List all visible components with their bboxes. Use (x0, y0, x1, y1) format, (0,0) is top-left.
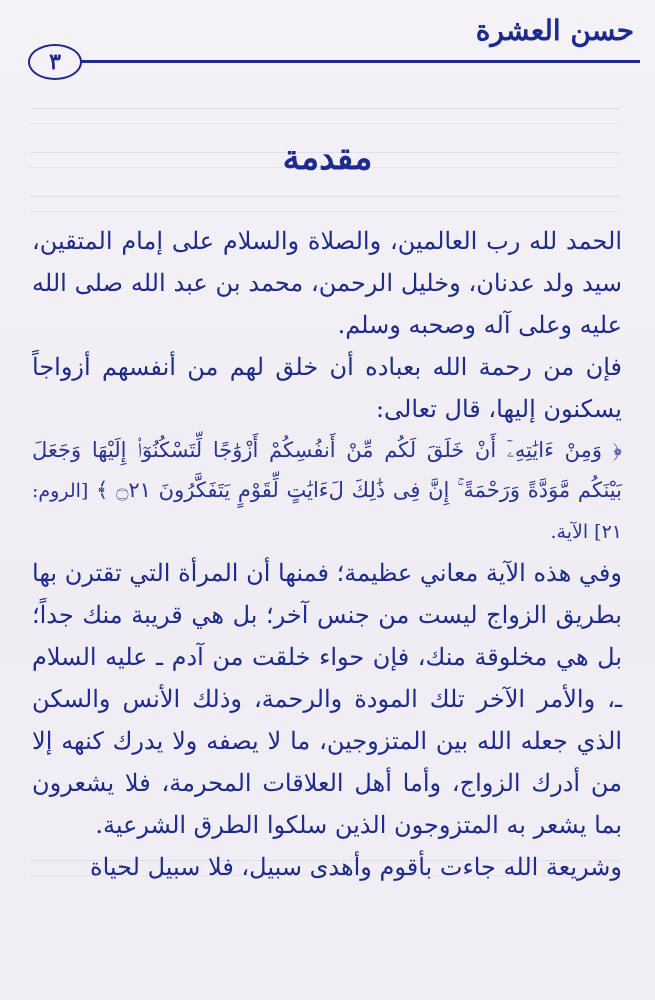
verse-reference: [الروم: ٢١] الآية. (32, 480, 622, 543)
paragraph-sharia: وشريعة الله جاءت بأقوم وأهدى سبيل، فلا سبيل لحياة (90, 853, 622, 881)
paragraph-meanings: وفي هذه الآية معاني عظيمة؛ فمنها أن المرأة التي تقترن بها بطريق الزواج ليست من جنس آخر؛ بل هي قريبة منك جداً؛ بل هي مخلوقة منك، فإن حواء خلقت من آدم ـ عليه السلام ـ، والأمر الآخر تلك المودة والرحمة، وذلك الأنس والسكن الذي جعله الله بين المتزوجين، ما لا يصفه ولا يدرك كنهه إلا من أدرك الزواج، وأما أهل العلاقات المحرمة، فلا يشعرون بما يشعر به المتزوجون الذين سلكوا الطرق الشرعية. (32, 559, 623, 839)
section-title: مقدمة (282, 138, 373, 178)
show-through-line (30, 196, 620, 212)
paragraph-creation: فإن من رحمة الله بعباده أن خلق لهم من أنفسهم أزواجاً يسكنون إليها، قال تعالى: (32, 353, 622, 423)
book-title: حسن العشرة (475, 14, 634, 47)
header-rule (80, 60, 640, 63)
show-through-line (30, 108, 620, 124)
page-header (18, 14, 640, 84)
quran-verse (32, 430, 622, 552)
paragraph-opening: الحمد لله رب العالمين، والصلاة والسلام على إمام المتقين، سيد ولد عدنان، وخليل الرحمن، محمد بن عبد الله صلى الله عليه وعلى آله وصحبه وسلم. (32, 227, 622, 339)
body-text (32, 220, 622, 888)
page-number: ٣ (28, 44, 82, 80)
quran-verse-text: ﴿ وَمِنْ ءَايَٰتِهِۦٓ أَنْ خَلَقَ لَكُم مِّنْ أَنفُسِكُمْ أَزْوَٰجًا لِّتَسْكُنُوٓا۟ إِلَيْهَا وَجَعَلَ بَيْنَكُم مَّوَدَّةً وَرَحْمَةً ۚ إِنَّ فِى ذَٰلِكَ لَءَايَٰتٍ لِّقَوْمٍ يَتَفَكَّرُونَ ۝٢١ ﴾ (32, 438, 622, 502)
